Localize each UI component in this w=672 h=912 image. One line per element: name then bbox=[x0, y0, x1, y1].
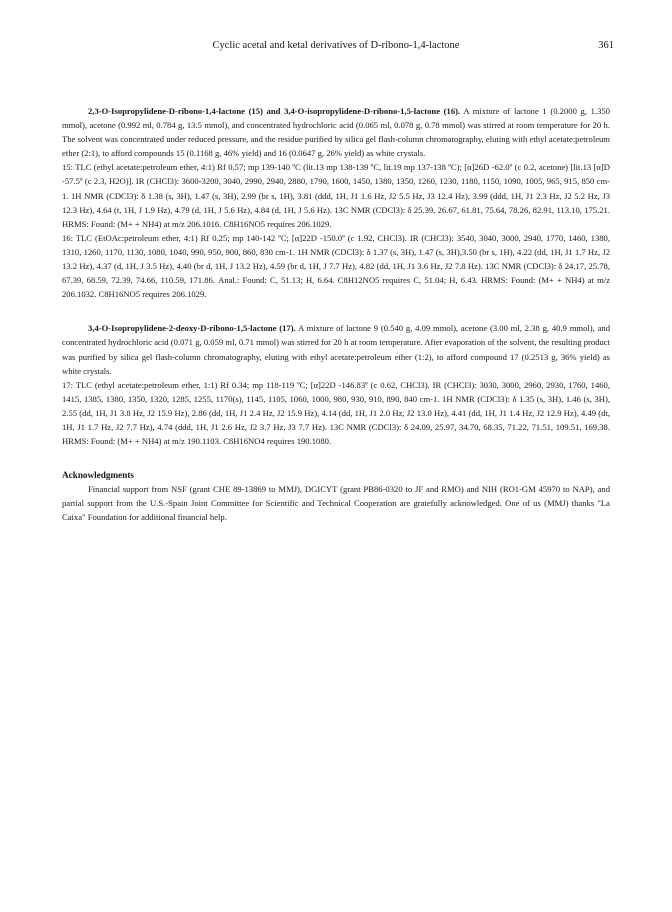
acknowledgments-heading: Acknowledgments bbox=[62, 470, 134, 481]
section2-paragraph bbox=[62, 321, 610, 377]
section2-title: 3,4-O-Isopropylidene-2-deoxy-D-ribono-1,5-lactone (17). bbox=[88, 323, 296, 334]
running-header bbox=[62, 36, 614, 56]
section2-procedure: A mixture of lactone 9 (0.540 g, 4.09 mmol), acetone (3.00 ml, 2.38 g, 40.9 mmol), and concentrated hydrochloric acid (0.071 g, 0.059 ml, 0.71 mmol) was stirred for 20 h at room temperature. After evaporation of the solvent, the resulting product was purified by silica gel flash-column chromatography, eluting with ethyl acetate:petroleum ether (1:2), to afford compound 17 (0.2513 g, 36% yield) as white crystals. bbox=[62, 323, 610, 376]
document-page bbox=[62, 36, 614, 524]
compound-15-data: 15: TLC (ethyl acetate:petroleum ether, 4:1) Rf 0.57; mp 139-140 ºC (lit.13 mp 138-139 ºC, lit.19 mp 137-138 ºC); [α]26D -62.0º (c 0.2, acetone) [lit.13 [α]D -57.5º (c 2.3, H2O)]. IR (CHCl3): 3600-3200, 3040, 2990, 2940, 2880, 1790, 1600, 1450, 1380, 1350, 1260, 1230, 1180, 1150, 1090, 1005, 965, 915, 850 cm-1. 1H NMR (CDCl3): δ 1.38 (s, 3H), 1.47 (s, 3H), 2.99 (br s, 1H), 3.81 (ddd, 1H, J1 1.6 Hz, J2 5.5 Hz, J3 12.4 Hz), 3.99 (ddd, 1H, J1 2.3 Hz, J2 5.2 Hz, J3 12.3 Hz), 4.64 (t, 1H, J 1.9 Hz), 4.79 (d, 1H, J 5.6 Hz), 4.84 (d, 1H, J 5.6 Hz). 13C NMR (CDCl3): δ 25.39, 26.67, 61.81, 75.64, 78.26, 82.91, 113.10, 175.21. HRMS: Found: (M+ + NH4) at m/z 206.1016. C8H16NO5 requires 206.1029. bbox=[62, 162, 610, 229]
acknowledgments-body: Financial support from NSF (grant CHE 89-13869 to MMJ), DGICYT (grant PB86-0320 to JF and RMO) and NIH (RO1-GM 45970 to NAP), and partial support from the U.S.-Spain Joint Committee for Scientific and Technical Cooperation are gratefully acknowledged. One of us (MMJ) thanks "La Caixa" Foundation for additional financial help. bbox=[62, 484, 610, 523]
section1-title: 2,3-O-Isopropylidene-D-ribono-1,4-lactone (15) and 3,4-O-isopropylidene-D-ribono-1,5-lactone (16). bbox=[88, 106, 461, 116]
compound-17-data: 17: TLC (ethyl acetate:petroleum ether, 1:1) Rf 0.34; mp 118-119 ºC; [α]22D -146.83º (c 0.62, CHCl3). IR (CHCl3): 3030, 3000, 2960, 2930, 1760, 1460, 1415, 1385, 1380, 1350, 1320, 1285, 1255, 1170(s), 1145, 1105, 1060, 1000, 980, 930, 910, 890, 840 cm-1. 1H NMR (CDCl3): δ 1.35 (s, 3H), 1.46 (s, 3H), 2.55 (dd, 1H, J1 3.8 Hz, J2 15.9 Hz), 2.86 (dd, 1H, J1 2.4 Hz, J2 15.9 Hz), 4.14 (dd, 1H, J1 2.0 Hz, J2 13.0 Hz), 4.41 (dd, 1H, J1 1.4 Hz, J2 12.9 Hz), 4.49 (dt, 1H, J1 1.7 Hz, J2 7.7 Hz), 4.74 (ddd, 1H, J1 2.6 Hz, J2 3.7 Hz, J3 7.7 Hz). 13C NMR (CDCl3): δ 24.09, 25.97, 34.70, 68.35, 71.22, 71.51, 109.51, 169.38. HRMS: Found: (M+ + NH4) at m/z 190.1103. C8H16NO4 requires 190.1080. bbox=[62, 379, 610, 447]
section1-procedure: A mixture of lactone 1 (0.2000 g, 1.350 mmol), acetone (0.992 ml, 0.784 g, 13.5 mmol), and concentrated hydrochloric acid (0.065 ml, 0.078 g, 0.78 mmol) was stirred at room temperature for 20 h. The solvent was concentrated under reduced pressure, and the residue purified by silica gel flash-column chromatography, eluting with ethyl acetate:petroleum ether (2:1), to afford compounds 15 (0.1168 g, 46% yield) and 16 (0.0647 g, 26% yield) as white crystals. bbox=[62, 106, 610, 159]
page-number: 361 bbox=[598, 40, 614, 51]
compound-16-data: 16: TLC (EtOAc:petroleum ether, 4:1) Rf 0.25; mp 140-142 ºC; [α]22D -150.0º (c 1.92, CHCl3). IR (CHCl3): 3540, 3040, 3000, 2940, 1770, 1460, 1380, 1310, 1260, 1170, 1130, 1080, 1040, 990, 950, 900, 860, 830 cm-1. 1H NMR (CDCl3): δ 1.37 (s, 3H), 1.47 (s, 3H),3.50 (br s, 1H), 4.22 (dd, 1H, J1 1.7 Hz, J2 13.2 Hz), 4.37 (d, 1H, J 3.5 Hz), 4.40 (br d, 1H, J 13.2 Hz), 4.59 (br d, 1H, J 7.7 Hz), 4.82 (dd, 1H, J1 3.6 Hz, J2 7.8 Hz). 13C NMR (CDCl3): δ 24.17, 25.78, 67.39, 68.59, 72.39, 74.66, 110.59, 171.86. Anal.: Found: C, 51.13; H, 6.64. C8H12NO5 requires C, 51.04; H, 6.43. HRMS: Found: (M+ + NH4) at m/z 206.1032. C8H16NO5 requires 206.1029. bbox=[62, 232, 610, 300]
section1-paragraph bbox=[62, 104, 610, 160]
running-title: Cyclic acetal and ketal derivatives of D-ribono-1,4-lactone bbox=[212, 40, 460, 51]
